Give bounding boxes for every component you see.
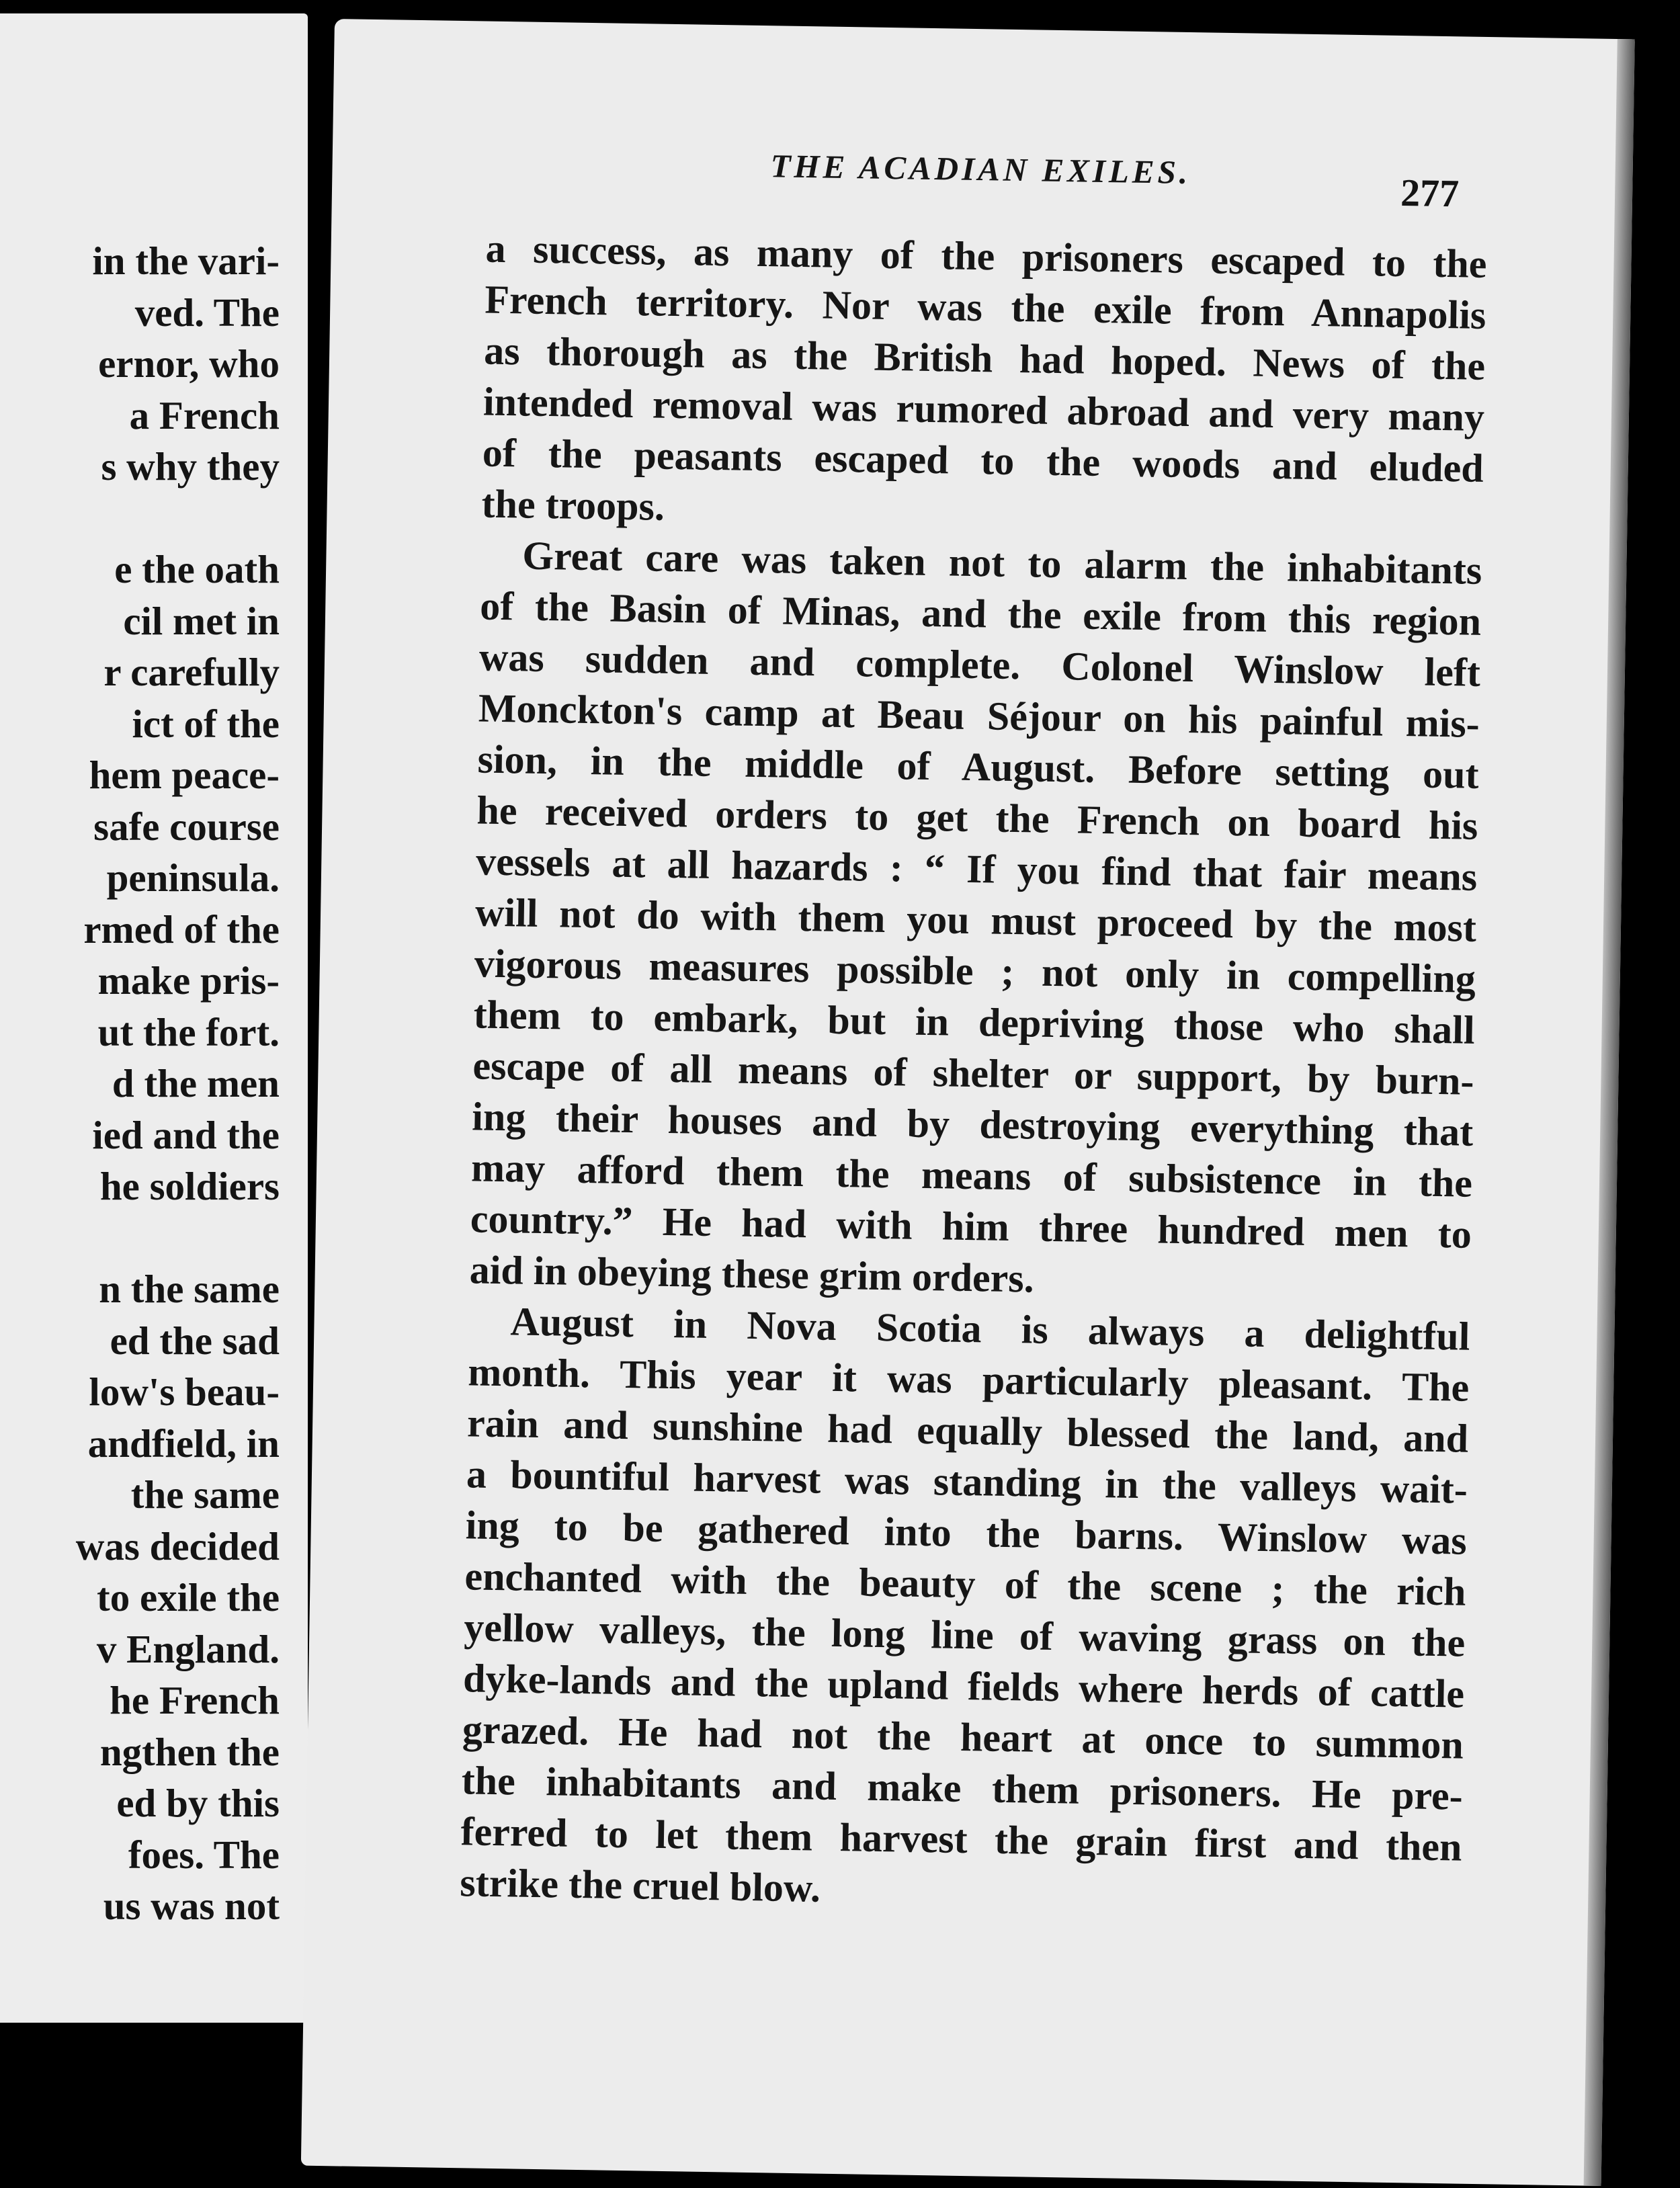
left-page-line: s why they — [101, 444, 280, 489]
text-line: ing their houses and by destroying everything that — [471, 1094, 1474, 1154]
left-page-line: ed the sad — [110, 1318, 280, 1363]
right-page — [301, 19, 1635, 2186]
left-page-line: ict of the — [132, 701, 280, 746]
left-page-line: ut the fort. — [97, 1009, 280, 1054]
text-line: them to embark, but in depriving those who shall — [473, 992, 1476, 1052]
text-line: sion, in the middle of August. Before setting out — [477, 737, 1480, 797]
text-line: aid in obeying these grim orders. — [469, 1247, 1035, 1301]
text-line: the troops. — [481, 481, 665, 529]
left-page-line: ved. The — [134, 290, 280, 335]
page-number: 277 — [1400, 170, 1460, 216]
text-line: dyke-lands and the upland fields where herds of cattle — [462, 1656, 1465, 1716]
left-page-line: was decided — [75, 1523, 280, 1568]
running-head: THE ACADIAN EXILES. — [770, 147, 1191, 192]
left-page-line: ngthen the — [99, 1729, 280, 1774]
left-page-line: n the same — [99, 1267, 280, 1311]
left-page-line: peninsula. — [106, 855, 280, 900]
text-line: was sudden and complete. Colonel Winslow left — [478, 634, 1481, 695]
text-line: the inhabitants and make them prisoners. He pre- — [461, 1758, 1464, 1818]
text-line: of the peasants escaped to the woods and eluded — [482, 430, 1484, 491]
text-line: as thorough as the British had hoped. News of the — [483, 328, 1486, 388]
text-line: a success, as many of the prisoners escaped to the — [485, 226, 1487, 286]
text-line: enchanted with the beauty of the scene ; the rich — [464, 1554, 1466, 1614]
left-page-line: low's beau- — [89, 1370, 280, 1414]
text-line: may afford them the means of subsistence in the — [470, 1145, 1473, 1206]
left-page-line: the same — [130, 1472, 280, 1517]
text-line: yellow valleys, the long line of waving grass on the — [463, 1605, 1466, 1665]
text-line: grazed. He had not the heart at once to summon — [462, 1707, 1464, 1767]
text-line: will not do with them you must proceed by the most — [474, 890, 1477, 950]
left-page-line: rmed of the — [83, 907, 280, 952]
left-page-line: make pris- — [97, 958, 280, 1003]
left-page-line: us was not — [103, 1884, 280, 1928]
left-page-line: r carefully — [103, 650, 280, 694]
paragraph-gap — [0, 1212, 280, 1264]
text-line: month. This year it was particularly pleasant. The — [467, 1349, 1470, 1410]
left-page-line: in the vari- — [92, 239, 280, 283]
text-line: of the Basin of Minas, and the exile from this region — [479, 583, 1482, 644]
left-page-line: d the men — [112, 1061, 280, 1105]
left-page — [0, 13, 308, 2023]
left-page-line: ernor, who — [98, 341, 280, 386]
left-page-line: v England. — [96, 1626, 280, 1671]
body-text — [460, 223, 1487, 1924]
left-page-line: andfield, in — [87, 1421, 280, 1466]
left-page-line: to exile the — [97, 1575, 280, 1619]
text-line: escape of all means of shelter or support, by burn- — [472, 1043, 1474, 1103]
text-line: rain and sunshine had equally blessed the land, and — [466, 1400, 1469, 1461]
left-page-line: hem peace- — [89, 753, 280, 797]
text-line: a bountiful harvest was standing in the valleys wait- — [466, 1451, 1468, 1512]
text-line: Great care was taken not to alarm the inhabitants — [521, 533, 1482, 593]
left-page-line: he soldiers — [99, 1164, 280, 1208]
left-page-line: he French — [110, 1678, 280, 1722]
left-page-line: ied and the — [92, 1112, 280, 1157]
left-page-line: a French — [129, 392, 280, 437]
paragraph — [469, 530, 1482, 1311]
text-line: French territory. Nor was the exile from Annapolis — [484, 277, 1486, 337]
text-line: ferred to let them harvest the grain first and then — [460, 1809, 1462, 1869]
left-page-line: foes. The — [128, 1832, 280, 1877]
left-page-text — [0, 235, 280, 1932]
text-line: vigorous measures possible ; not only in compelling — [474, 941, 1476, 1001]
paragraph — [460, 1295, 1470, 1923]
left-page-line: cil met in — [123, 598, 280, 643]
text-line: Monckton's camp at Beau Séjour on his painful mis- — [478, 685, 1480, 746]
text-line: intended removal was rumored abroad and very many — [482, 379, 1485, 439]
page-edge-shadow — [1584, 39, 1635, 2186]
text-line: he received orders to get the French on board his — [476, 788, 1478, 848]
left-page-line: e the oath — [114, 547, 280, 591]
paragraph-gap — [0, 493, 280, 544]
left-page-line: ed by this — [116, 1781, 280, 1825]
paragraph — [481, 223, 1487, 545]
left-page-line: safe course — [93, 804, 280, 849]
text-line: strike the cruel blow. — [459, 1860, 821, 1910]
text-line: August in Nova Scotia is always a delightful — [510, 1299, 1470, 1359]
text-line: ing to be gathered into the barns. Winslow was — [465, 1503, 1468, 1563]
text-line: country.” He had with him three hundred men to — [470, 1196, 1472, 1257]
text-line: vessels at all hazards : “ If you find that fair means — [475, 839, 1478, 899]
